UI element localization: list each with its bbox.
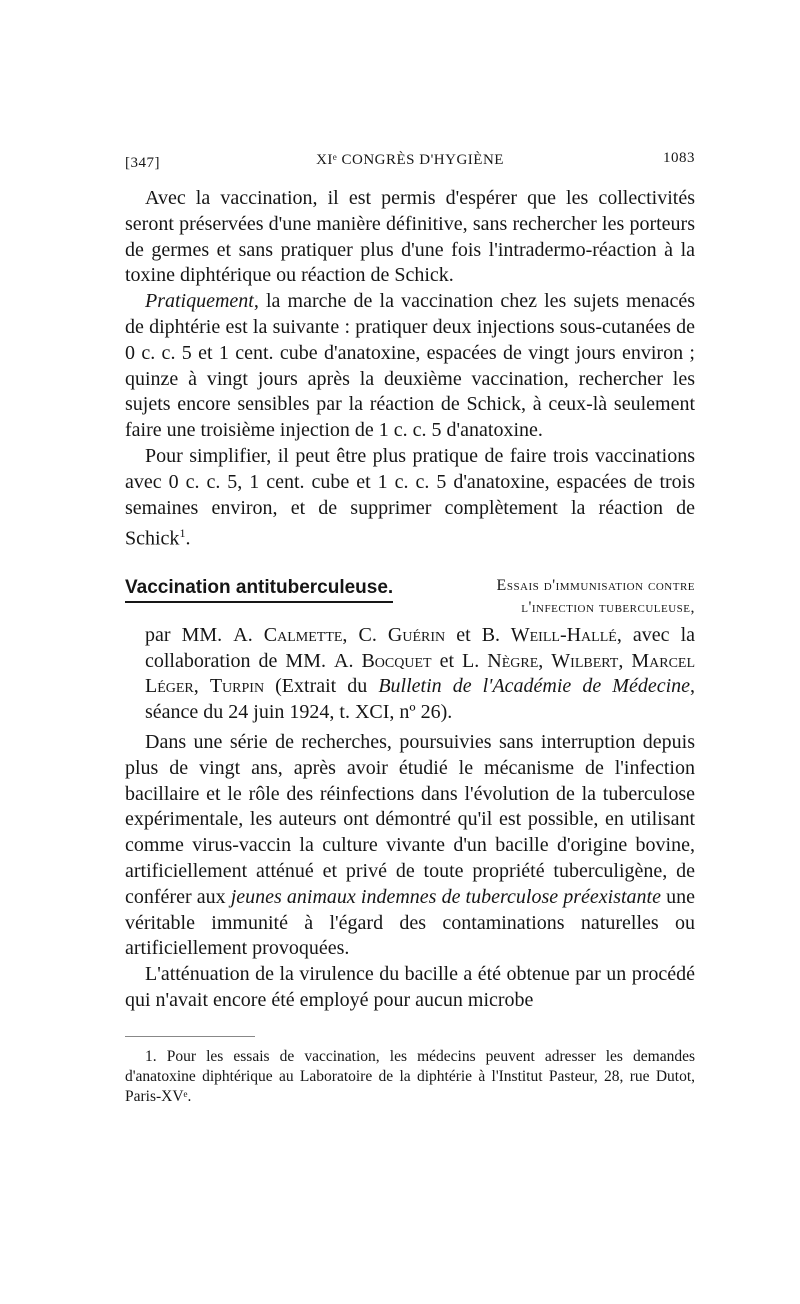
ref-sep: et <box>431 649 463 672</box>
main-text <box>125 186 695 553</box>
paragraph-attenuation: L'atténuation de la virulence du bacille a été obtenue par un procédé qui n'avait encore été employé pour aucun microbe <box>125 963 695 1011</box>
paragraph-simplifier-text: Pour simplifier, il peut être plus pratique de faire trois vaccinations avec 0 c. c. 5, 1 cent. cube et 1 c. c. 5 d'anatoxine, espacées de trois semaines environ, et de supprimer complètement la réaction de Schick <box>125 444 695 551</box>
ref-sep: , <box>538 649 552 672</box>
section-subtitle <box>393 575 695 619</box>
author-calmette: A. Calmette <box>233 623 343 646</box>
main-text-2 <box>125 730 695 1014</box>
author-bocquet: A. Bocquet <box>334 649 432 672</box>
book-page <box>125 150 695 1107</box>
footnote-rule <box>125 1036 255 1037</box>
ref-sep: , <box>342 623 359 646</box>
paragraph-recherches-b: une véritable immunité à l'égard des contaminations naturelles ou artificiellement provoquées. <box>125 885 695 960</box>
paragraph-pratiquement <box>125 289 695 444</box>
running-title: XIᵉ CONGRÈS D'HYGIÈNE <box>316 152 504 168</box>
section-heading <box>125 575 695 619</box>
page-reference: [347] <box>125 155 160 171</box>
author-turpin: Turpin <box>209 675 265 698</box>
section-subtitle-line1: Essais d'immunisation contre <box>496 576 695 594</box>
emphasis-pratiquement: Pratiquement <box>145 290 254 313</box>
ref-collab: , avec la collaboration de MM. <box>145 623 696 672</box>
ref-end: , séance du 24 juin 1924, t. XCI, nº 26). <box>145 675 696 724</box>
paragraph-recherches-a: Dans une série de recherches, poursuivies sans interruption depuis plus de vingt ans, après avoir étudié le mécanisme de l'infection bacillaire et le rôle des réinfections dans l'évolution de la tuberculose expérimentale, les auteurs ont démontré qu'il est possible, en utilisant comme virus-vaccin la culture vivante d'un bacille d'origine bovine, artificiellement atténué et privé de toute propriété tuberculigène, de conférer aux <box>125 731 695 908</box>
author-wilbert: Wilbert <box>551 649 619 672</box>
bibliographic-reference <box>125 623 695 726</box>
section-title: Vaccination antituberculeuse. <box>125 577 393 603</box>
journal-title: Bulletin de l'Académie de Médecine <box>378 675 691 698</box>
author-negre: L. Nègre <box>462 649 539 672</box>
page-number: 1083 <box>663 150 695 166</box>
paragraph-vaccination: Avec la vaccination, il est permis d'espérer que les collectivités seront préservées d'une manière définitive, sans rechercher les porteurs de germes et sans pratiquer plus d'une fois l'intradermo-réaction à la toxine diphtérique ou réaction de Schick. <box>125 187 695 287</box>
emphasis-jeunes-animaux: jeunes animaux indemnes de tuberculose préexistante <box>230 885 661 908</box>
footnote-text: 1. Pour les essais de vaccination, les médecins peuvent adresser les demandes d'anatoxine diphtérique au Laboratoire de la diphtérie à l'Institut Pasteur, 28, rue Dutot, Paris-XVᵉ. <box>125 1047 695 1105</box>
author-weill-halle: B. Weill-Hallé <box>481 623 617 646</box>
footnote-mark: 1 <box>179 526 186 541</box>
footnote <box>125 1047 695 1107</box>
ref-sep: , <box>618 649 632 672</box>
author-leger: Marcel Léger <box>145 649 696 698</box>
ref-extrait: (Extrait du <box>264 675 379 698</box>
section-subtitle-line2: l'infection tuberculeuse, <box>521 598 695 616</box>
running-header <box>125 150 695 174</box>
ref-par: par MM. <box>145 623 234 646</box>
ref-sep: et <box>445 623 482 646</box>
paragraph-simplifier-end: . <box>185 528 191 551</box>
paragraph-recherches <box>125 730 695 962</box>
paragraph-simplifier <box>125 444 695 553</box>
author-guerin: C. Guérin <box>358 623 446 646</box>
ref-sep: , <box>193 675 210 698</box>
paragraph-pratiquement-text: , la marche de la vaccination chez les sujets menacés de diphtérie est la suivante : pratiquer deux injections sous-cutanées de 0 c. c. 5 et 1 cent. cube d'anatoxine, espacées de vingt jours environ ; quinze à vingt jours après la deuxième vaccination, rechercher les sujets encore sensibles par la réaction de Schick, à ceux-là seulement faire une troisième injection de 1 c. c. 5 d'anatoxine. <box>125 290 695 442</box>
